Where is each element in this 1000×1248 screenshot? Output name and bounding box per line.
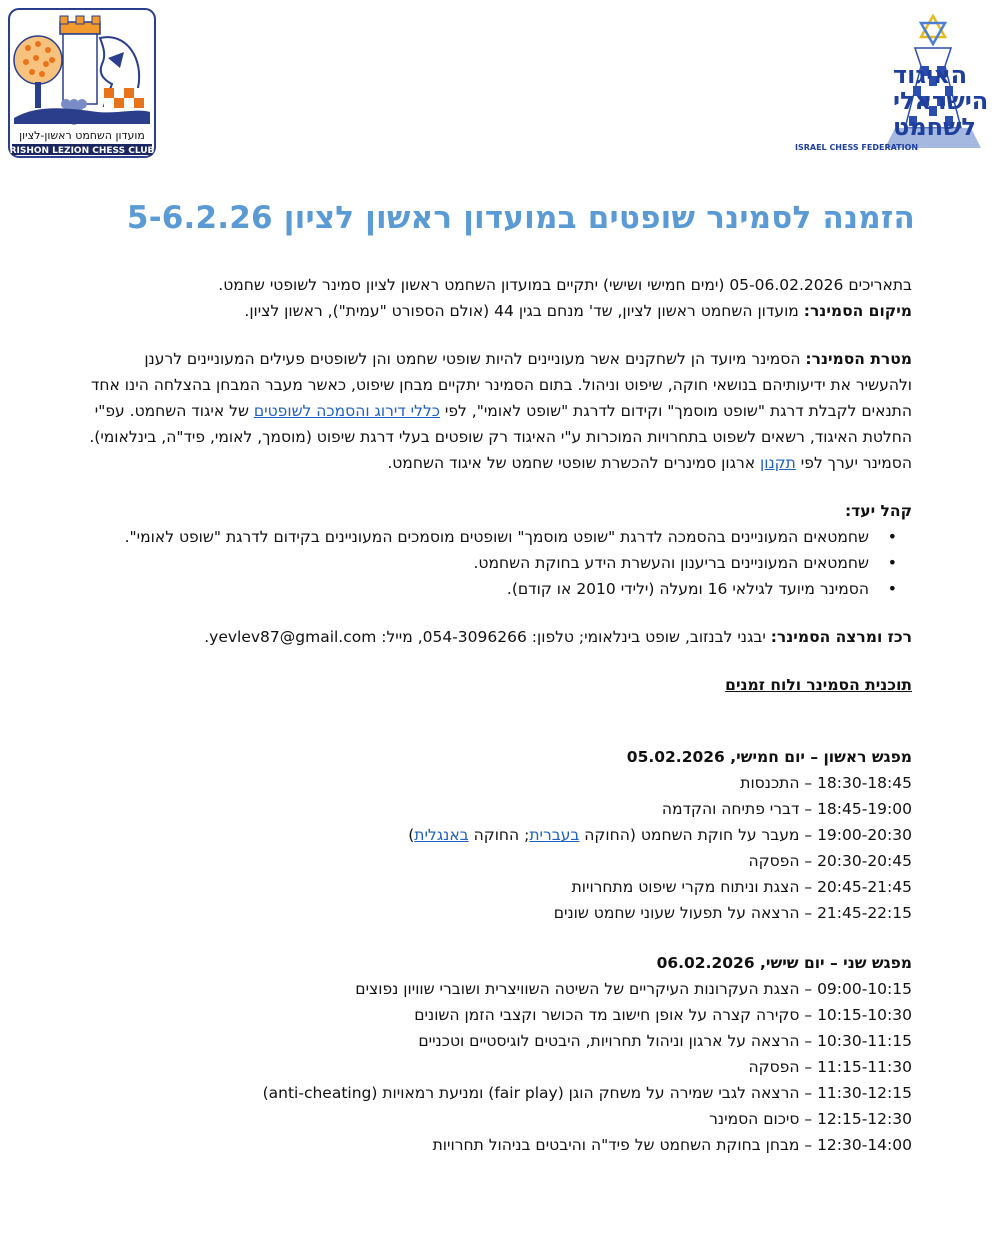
- federation-logo-graphic: [785, 8, 990, 158]
- schedule-text: – הצגת העקרונות העיקריים של השיטה השוויצרית ושוברי שוויון נפוצים: [355, 980, 818, 998]
- schedule-row: [88, 848, 912, 874]
- purpose-text-1: הסמינר מיועד הן לשחקנים אשר מעוניינים להיות שופטי שחמט והן לשופטים פעילים המעוניינים לרענן ולהעשיר את ידיעותיהם בנושאי חוקה, שיפוט וניהול. בתום הסמינר יתקיים מבחן שיפוט, כאשר מעבר המבחן בהצלחה הינו אחד התנאים לקבלת דרגת "שופט מוסמך" וקידום לדרגת "שופט לאומי", לפי: [90, 350, 912, 420]
- federation-logo-english-text: ISRAEL CHESS FEDERATION: [795, 143, 919, 152]
- schedule-row: [88, 976, 912, 1002]
- schedule-time: 09:00-10:15: [817, 980, 912, 998]
- regulations-link[interactable]: תקנון: [760, 454, 796, 472]
- rules-english-link[interactable]: באנגלית: [414, 826, 469, 844]
- page-title: הזמנה לסמינר שופטים במועדון ראשון לציון 5-6.2.26: [126, 200, 915, 236]
- schedule-text: – הפסקה: [748, 1058, 818, 1076]
- day2-heading: מפגש שני – יום שישי, 06.02.2026: [656, 954, 912, 972]
- schedule-time: 10:30-11:15: [817, 1032, 912, 1050]
- schedule-text: – הצגת וניתוח מקרי שיפוט מתחרויות: [571, 878, 818, 896]
- schedule-time: 21:45-22:15: [817, 904, 912, 922]
- schedule-row: [88, 1132, 912, 1158]
- document-body: [88, 272, 912, 1158]
- schedule-time: 19:00-20:30: [817, 826, 912, 844]
- schedule-text: – התכנסות: [740, 774, 818, 792]
- schedule-row: [88, 1028, 912, 1054]
- federation-logo-line-3: לשחמט: [893, 113, 976, 141]
- schedule-time: 20:45-21:45: [817, 878, 912, 896]
- israel-chess-federation-logo: [785, 8, 990, 158]
- schedule-row: [88, 770, 912, 796]
- audience-label: קהל יעד:: [844, 502, 912, 520]
- schedule-row: [88, 1054, 912, 1080]
- schedule-time: 18:45-19:00: [817, 800, 912, 818]
- audience-list: [88, 524, 912, 602]
- club-logo-hebrew-text: מועדון השחמט ראשון-לציון: [19, 129, 145, 142]
- regulations-paragraph: [88, 450, 912, 476]
- list-item: • שחמטאים המעוניינים בהסמכה לדרגת "שופט מוסמך" ושופטים מוסמכים המעוניינים בקידום לדרגת "שופט לאומי".: [88, 524, 869, 550]
- purpose-paragraph: [88, 346, 912, 450]
- schedule-row: [88, 1106, 912, 1132]
- schedule-text: – הפסקה: [748, 852, 818, 870]
- location-paragraph: [88, 298, 912, 324]
- schedule-row: [88, 1002, 912, 1028]
- purpose-text-2: של איגוד השחמט. עפ"י החלטת האיגוד, רשאים לשפוט בתחרויות המוכרות ע"י האיגוד רק שופטים בעלי דרגת שיפוט (מוסמך, לאומי, פיד"ה, בינלאומי).: [89, 402, 912, 446]
- schedule-text-mid: ; החוקה: [468, 826, 530, 844]
- schedule-time: 11:15-11:30: [817, 1058, 912, 1076]
- schedule-time: 12:15-12:30: [817, 1110, 912, 1128]
- schedule-text: – מבחן בחוקת השחמט של פיד"ה והיבטים בניהול תחרויות: [432, 1136, 818, 1154]
- schedule-text: – הרצאה לגבי שמירה על משחק הוגן (fair play) ומניעת רמאויות (anti-cheating): [262, 1084, 818, 1102]
- schedule-text: – סקירה קצרה על אופן חישוב מד הכושר וקצבי הזמן השונים: [414, 1006, 818, 1024]
- grading-rules-link[interactable]: כללי דירוג והסמכה לשופטים: [253, 402, 440, 420]
- schedule-text: – מעבר על חוקת השחמט (החוקה: [579, 826, 818, 844]
- schedule-time: 20:30-20:45: [817, 852, 912, 870]
- coordinator-paragraph: [88, 624, 912, 650]
- rules-hebrew-link[interactable]: בעברית: [529, 826, 580, 844]
- regulations-text-2: ארגון סמינרים להכשרת שופטי שחמט של איגוד השחמט.: [387, 454, 761, 472]
- schedule-row: [88, 796, 912, 822]
- star-of-david-icon: [921, 16, 945, 44]
- schedule-text: – הרצאה על תפעול שעוני שחמט שונים: [553, 904, 818, 922]
- schedule-time: 12:30-14:00: [817, 1136, 912, 1154]
- schedule-text: – דברי פתיחה והקדמה: [661, 800, 818, 818]
- schedule-time: 10:15-10:30: [817, 1006, 912, 1024]
- purpose-label: מטרת הסמינר:: [805, 350, 912, 368]
- coordinator-label: רכז ומרצה הסמינר:: [770, 628, 912, 646]
- schedule-time: 11:30-12:15: [817, 1084, 912, 1102]
- club-logo-graphic: [8, 8, 156, 158]
- schedule-row: [88, 874, 912, 900]
- schedule-row: [88, 822, 912, 848]
- list-item: • הסמינר מיועד לגילאי 16 ומעלה (ילידי 2010 או קודם).: [88, 576, 869, 602]
- regulations-text-1: הסמינר יערך לפי: [795, 454, 912, 472]
- schedule-text: – סיכום הסמינר: [709, 1110, 818, 1128]
- schedule-text: – הרצאה על ארגון וניהול תחרויות, היבטים לוגיסטיים וטכניים: [418, 1032, 818, 1050]
- schedule-text-end: ): [408, 826, 415, 844]
- program-title: תוכנית הסמינר ולוח זמנים: [725, 676, 912, 694]
- federation-logo-line-2: הישראלי: [893, 87, 989, 115]
- federation-logo-line-1: האיגוד: [893, 61, 968, 89]
- schedule-time: 18:30-18:45: [817, 774, 912, 792]
- list-item: • שחמטאים המעוניינים בריענון והעשרת הידע בחוקת השחמט.: [88, 550, 869, 576]
- intro-line: בתאריכים 05-06.02.2026 (ימים חמישי ושישי) יתקיים במועדון השחמט ראשון לציון סמינר לשופטי שחמט.: [218, 276, 912, 294]
- day1-heading: מפגש ראשון – יום חמישי, 05.02.2026: [626, 748, 912, 766]
- location-label: מיקום הסמינר:: [803, 302, 912, 320]
- schedule-row: [88, 1080, 912, 1106]
- schedule-row: [88, 900, 912, 926]
- rishon-lezion-chess-club-logo: [8, 8, 156, 158]
- coordinator-text: יבגני לבנזוב, שופט בינלאומי; טלפון: 054-3096266, מייל: yevlev87@gmail.com.: [204, 628, 771, 646]
- location-text: מועדון השחמט ראשון לציון, שד' מנחם בגין 44 (אולם הספורט "עמית"), ראשון לציון.: [244, 302, 804, 320]
- club-logo-english-text: RISHON LEZION CHESS CLUB: [9, 146, 155, 156]
